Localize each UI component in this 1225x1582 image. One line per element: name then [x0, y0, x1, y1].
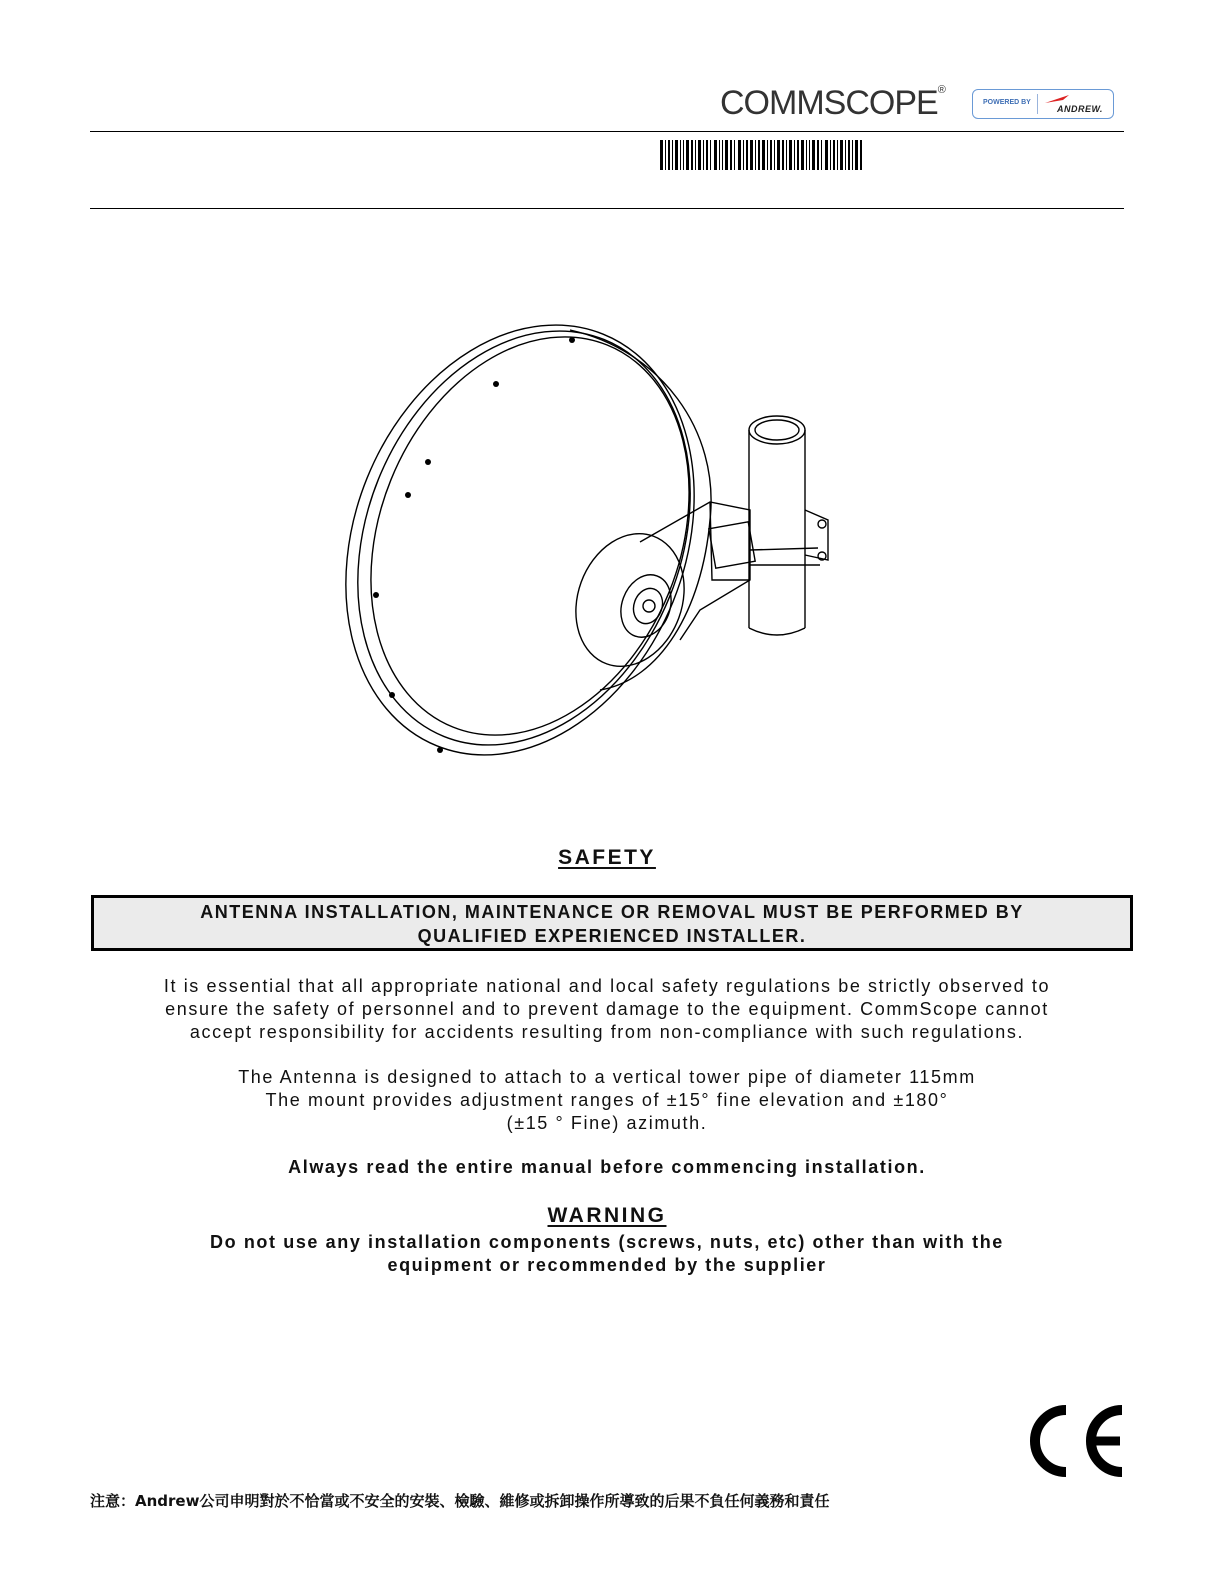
safety-heading: SAFETY — [558, 846, 656, 869]
badge-divider — [1037, 94, 1038, 114]
antenna-illustration — [340, 310, 860, 780]
read-manual-note: Always read the entire manual before commencing installation. — [288, 1157, 926, 1177]
andrew-label: ANDREW. — [1057, 104, 1103, 114]
header-bottom-rule — [90, 208, 1124, 209]
registered-mark: ® — [937, 84, 945, 96]
notice-line-2: QUALIFIED EXPERIENCED INSTALLER. — [417, 926, 807, 946]
powered-by-andrew-badge — [972, 89, 1114, 119]
mount-spec-paragraph: The Antenna is designed to attach to a vertical tower pipe of diameter 115mm The mount provides adjustment ranges of ±15° fine elevation and ±180° (±15 ° Fine) azimuth. — [238, 1067, 976, 1133]
safety-notice-box — [91, 895, 1133, 951]
chinese-disclaimer: 注意：Andrew公司申明對於不恰當或不安全的安裝、檢驗、維修或拆卸操作所導致的后果不負任何義務和責任 — [90, 1492, 830, 1510]
brand-name: COMMSCOPE — [720, 84, 938, 122]
notice-line-1: ANTENNA INSTALLATION, MAINTENANCE OR REMOVAL MUST BE PERFORMED BY — [200, 902, 1024, 922]
warning-heading: WARNING — [547, 1204, 667, 1227]
safety-regulations-paragraph: It is essential that all appropriate national and local safety regulations be strictly observed to ensure the safety of personnel and to prevent damage to the equipment. CommScope cannot accept responsibility for accidents resulting from non-compliance with such regulations. — [163, 976, 1051, 1042]
barcode — [660, 140, 862, 170]
header-top-rule — [90, 131, 1124, 132]
ce-mark-icon — [1022, 1404, 1126, 1478]
warning-text: Do not use any installation components (screws, nuts, etc) other than with the equipment or recommended by the supplier — [210, 1232, 1004, 1275]
powered-by-label: POWERED BY — [983, 99, 1031, 106]
